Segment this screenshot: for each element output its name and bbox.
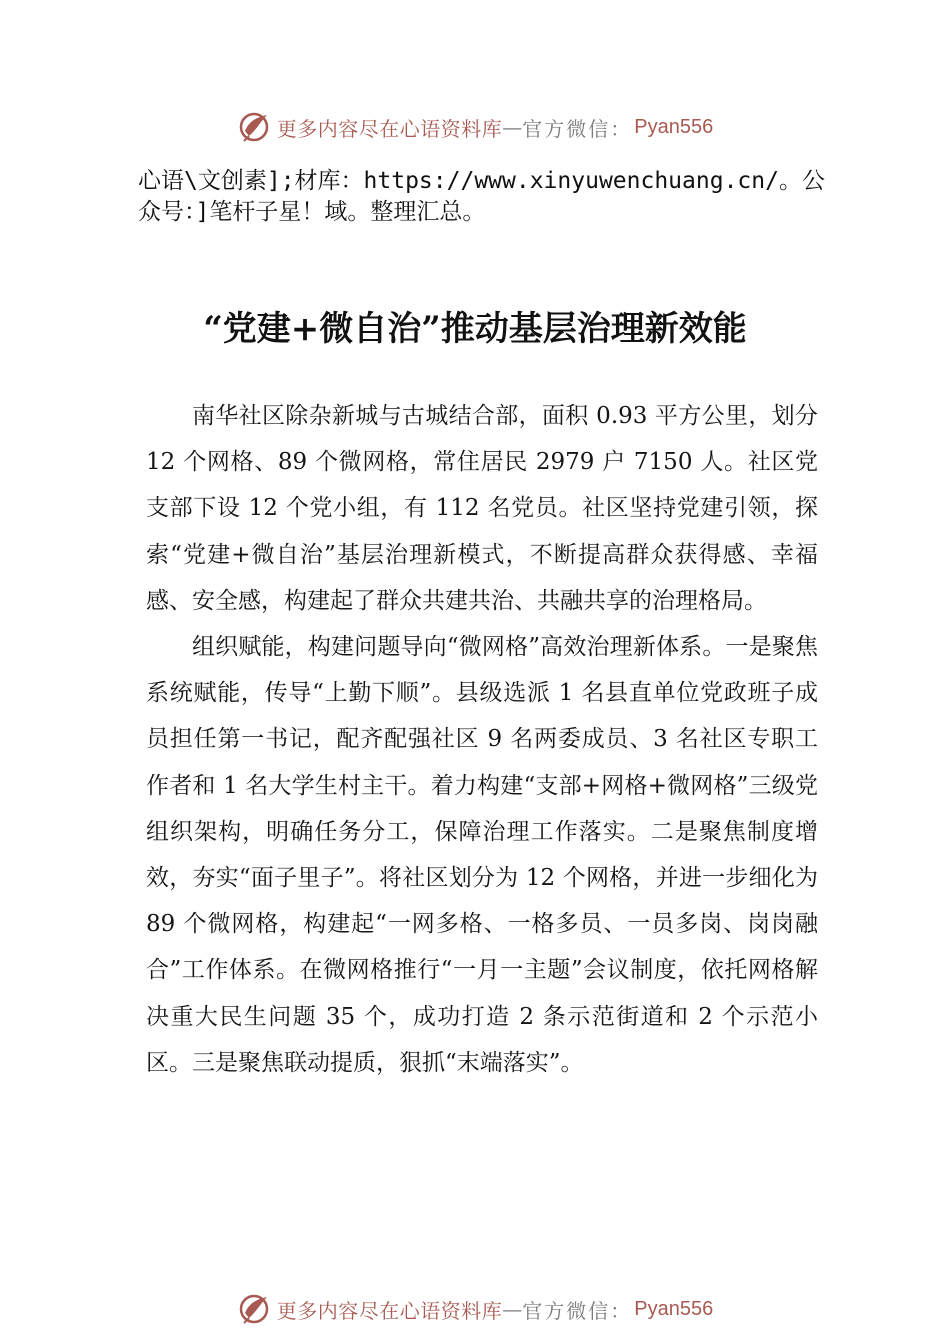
ink-pen-logo-icon <box>237 1291 273 1327</box>
page-title: “党建+微自治”推动基层治理新效能 <box>203 308 747 349</box>
watermark-banner-top <box>0 105 950 149</box>
watermark-wechat-label: 官方微信： <box>522 116 633 141</box>
source-note: 心语\文创素];材库：https://www.xinyuwenchuang.cn/。公众号：]笔杆子星！域。整理汇总。 <box>138 168 825 225</box>
watermark-banner-bottom <box>0 1287 950 1331</box>
watermark-brand: 更多内容尽在心语资料库 <box>276 1298 503 1323</box>
watermark-wechat-label: 官方微信： <box>522 1298 633 1323</box>
watermark-separator: — <box>502 1297 523 1321</box>
watermark-separator: — <box>502 115 523 139</box>
article-body <box>146 393 818 1086</box>
watermark-wechat-id: Pyan556 <box>634 1297 714 1320</box>
watermark-wechat-id: Pyan556 <box>634 115 714 138</box>
ink-pen-logo-icon <box>237 109 273 145</box>
watermark-brand: 更多内容尽在心语资料库 <box>276 116 503 141</box>
paragraph-1: 南华社区除杂新城与古城结合部，面积 0.93 平方公里，划分 12 个网格、89 个微网格，常住居民 2979 户 7150 人。社区党支部下设 12 个党小组，有 112 名党员。社区坚持党建引领，探索“党建+微自治”基层治理新模式，不断提高群众获得感、幸福感、安全感，构建起了群众共建共治、共融共享的治理格局。 <box>146 403 818 614</box>
paragraph-2: 组织赋能，构建问题导向“微网格”高效治理新体系。一是聚焦系统赋能，传导“上勤下顺”。县级选派 1 名县直单位党政班子成员担任第一书记，配齐配强社区 9 名两委成员、3 名社区专职工作者和 1 名大学生村主干。着力构建“支部+网格+微网格”三级党组织架构，明确任务分工，保障治理工作落实。二是聚焦制度增效，夯实“面子里子”。将社区划分为 12 个网格，并进一步细化为 89 个微网格，构建起“一网多格、一格多员、一员多岗、岗岗融合”工作体系。在微网格推行“一月一主题”会议制度，依托网格解决重大民生问题 35 个，成功打造 2 条示范街道和 2 个示范小区。三是聚焦联动提质，狠抓“末端落实”。 <box>146 634 818 1076</box>
